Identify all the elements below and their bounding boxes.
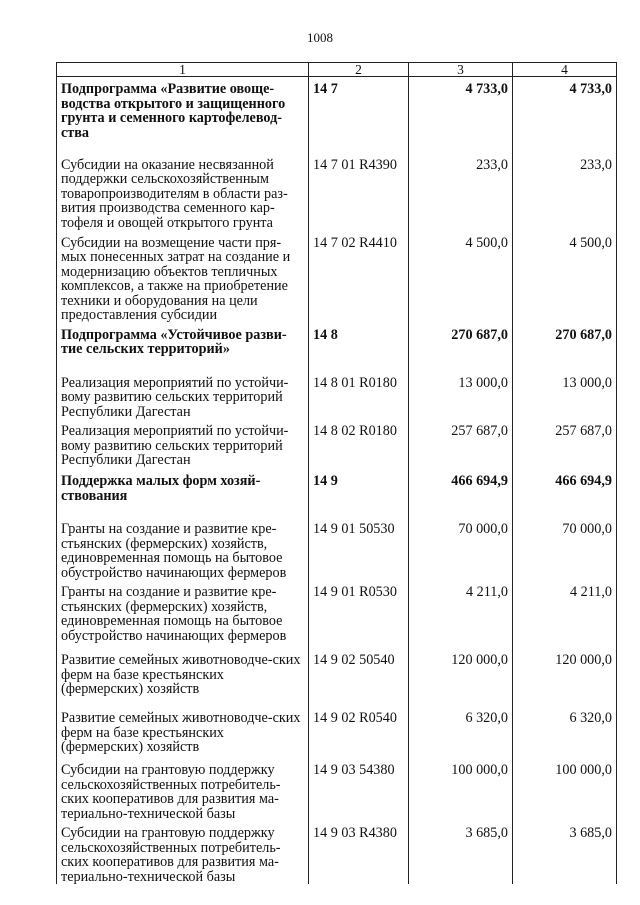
row-name-cell: Субсидии на возмещение части пря-мых понесенных затрат на создание и модернизацию объектов тепличных комплексов, а также на приобретение техники и оборудования на цели предоставления субсидии — [57, 231, 309, 323]
row-code-cell: 14 7 02 R4410 — [309, 231, 409, 323]
table-row — [57, 706, 617, 758]
row-value-col4: 3 685,0 — [513, 821, 617, 884]
row-name-cell: Субсидии на оказание несвязанной поддержки сельскохозяйственным товаропроизводителям в области раз-вития производства семенного кар-тофеля и овощей открытого грунта — [57, 153, 309, 231]
row-value-col4: 100 000,0 — [513, 758, 617, 821]
table-row — [57, 77, 617, 153]
row-value-col3: 466 694,9 — [409, 469, 513, 517]
row-value-col4: 70 000,0 — [513, 517, 617, 580]
table-row — [57, 231, 617, 323]
row-value-col3: 120 000,0 — [409, 648, 513, 706]
row-value-col3: 233,0 — [409, 153, 513, 231]
row-code-cell: 14 9 02 R0540 — [309, 706, 409, 758]
header-col-4: 4 — [513, 63, 617, 77]
table-row — [57, 469, 617, 517]
table-row — [57, 758, 617, 821]
row-value-col4: 120 000,0 — [513, 648, 617, 706]
row-code-cell: 14 8 01 R0180 — [309, 371, 409, 420]
row-code-cell: 14 7 01 R4390 — [309, 153, 409, 231]
row-value-col3: 100 000,0 — [409, 758, 513, 821]
row-value-col4: 466 694,9 — [513, 469, 617, 517]
row-value-col3: 4 500,0 — [409, 231, 513, 323]
row-name-cell: Подпрограмма «Устойчивое разви-тие сельских территорий» — [57, 323, 309, 371]
row-code-cell: 14 9 01 R0530 — [309, 580, 409, 648]
row-name-cell: Субсидии на грантовую поддержку сельскохозяйственных потребитель-ских кооперативов для развития ма-териально-технической базы — [57, 821, 309, 884]
row-value-col3: 70 000,0 — [409, 517, 513, 580]
header-col-2: 2 — [309, 63, 409, 77]
row-code-cell: 14 9 03 R4380 — [309, 821, 409, 884]
table-row — [57, 419, 617, 469]
table-row — [57, 371, 617, 420]
table-row — [57, 821, 617, 884]
row-name-cell: Поддержка малых форм хозяй-ствования — [57, 469, 309, 517]
row-value-col4: 233,0 — [513, 153, 617, 231]
row-name-cell: Развитие семейных животноводче-ских ферм на базе крестьянских (фермерских) хозяйств — [57, 648, 309, 706]
row-value-col3: 4 733,0 — [409, 77, 513, 153]
row-name-cell: Реализация мероприятий по устойчи-вому развитию сельских территорий Республики Дагестан — [57, 371, 309, 420]
budget-table — [56, 62, 617, 884]
row-name-cell: Гранты на создание и развитие кре-стьянских (фермерских) хозяйств, единовременная помощь на бытовое обустройство начинающих фермеров — [57, 580, 309, 648]
table-row — [57, 648, 617, 706]
row-value-col4: 4 211,0 — [513, 580, 617, 648]
row-code-cell: 14 9 01 50530 — [309, 517, 409, 580]
header-col-1: 1 — [57, 63, 309, 77]
row-name-cell: Развитие семейных животноводче-ских ферм на базе крестьянских (фермерских) хозяйств — [57, 706, 309, 758]
row-value-col3: 13 000,0 — [409, 371, 513, 420]
row-name-cell: Реализация мероприятий по устойчи-вому развитию сельских территорий Республики Дагестан — [57, 419, 309, 469]
row-value-col3: 3 685,0 — [409, 821, 513, 884]
row-code-cell: 14 9 02 50540 — [309, 648, 409, 706]
row-value-col3: 6 320,0 — [409, 706, 513, 758]
row-value-col3: 4 211,0 — [409, 580, 513, 648]
table-body — [57, 77, 617, 885]
row-value-col4: 4 500,0 — [513, 231, 617, 323]
row-value-col4: 4 733,0 — [513, 77, 617, 153]
table-row — [57, 153, 617, 231]
row-value-col4: 6 320,0 — [513, 706, 617, 758]
row-code-cell: 14 8 — [309, 323, 409, 371]
row-value-col3: 257 687,0 — [409, 419, 513, 469]
header-col-3: 3 — [409, 63, 513, 77]
row-value-col4: 13 000,0 — [513, 371, 617, 420]
table-row — [57, 323, 617, 371]
row-code-cell: 14 9 03 54380 — [309, 758, 409, 821]
row-name-cell: Субсидии на грантовую поддержку сельскохозяйственных потребитель-ских кооперативов для развития ма-териально-технической базы — [57, 758, 309, 821]
row-value-col3: 270 687,0 — [409, 323, 513, 371]
table-row — [57, 580, 617, 648]
row-name-cell: Подпрограмма «Развитие овоще-водства открытого и защищенного грунта и семенного картофелевод-ства — [57, 77, 309, 153]
row-code-cell: 14 7 — [309, 77, 409, 153]
row-code-cell: 14 9 — [309, 469, 409, 517]
row-value-col4: 270 687,0 — [513, 323, 617, 371]
table-row — [57, 517, 617, 580]
page-number: 1008 — [307, 30, 333, 45]
row-name-cell: Гранты на создание и развитие кре-стьянских (фермерских) хозяйств, единовременная помощь на бытовое обустройство начинающих фермеров — [57, 517, 309, 580]
row-value-col4: 257 687,0 — [513, 419, 617, 469]
table-header-row — [57, 63, 617, 77]
row-code-cell: 14 8 02 R0180 — [309, 419, 409, 469]
